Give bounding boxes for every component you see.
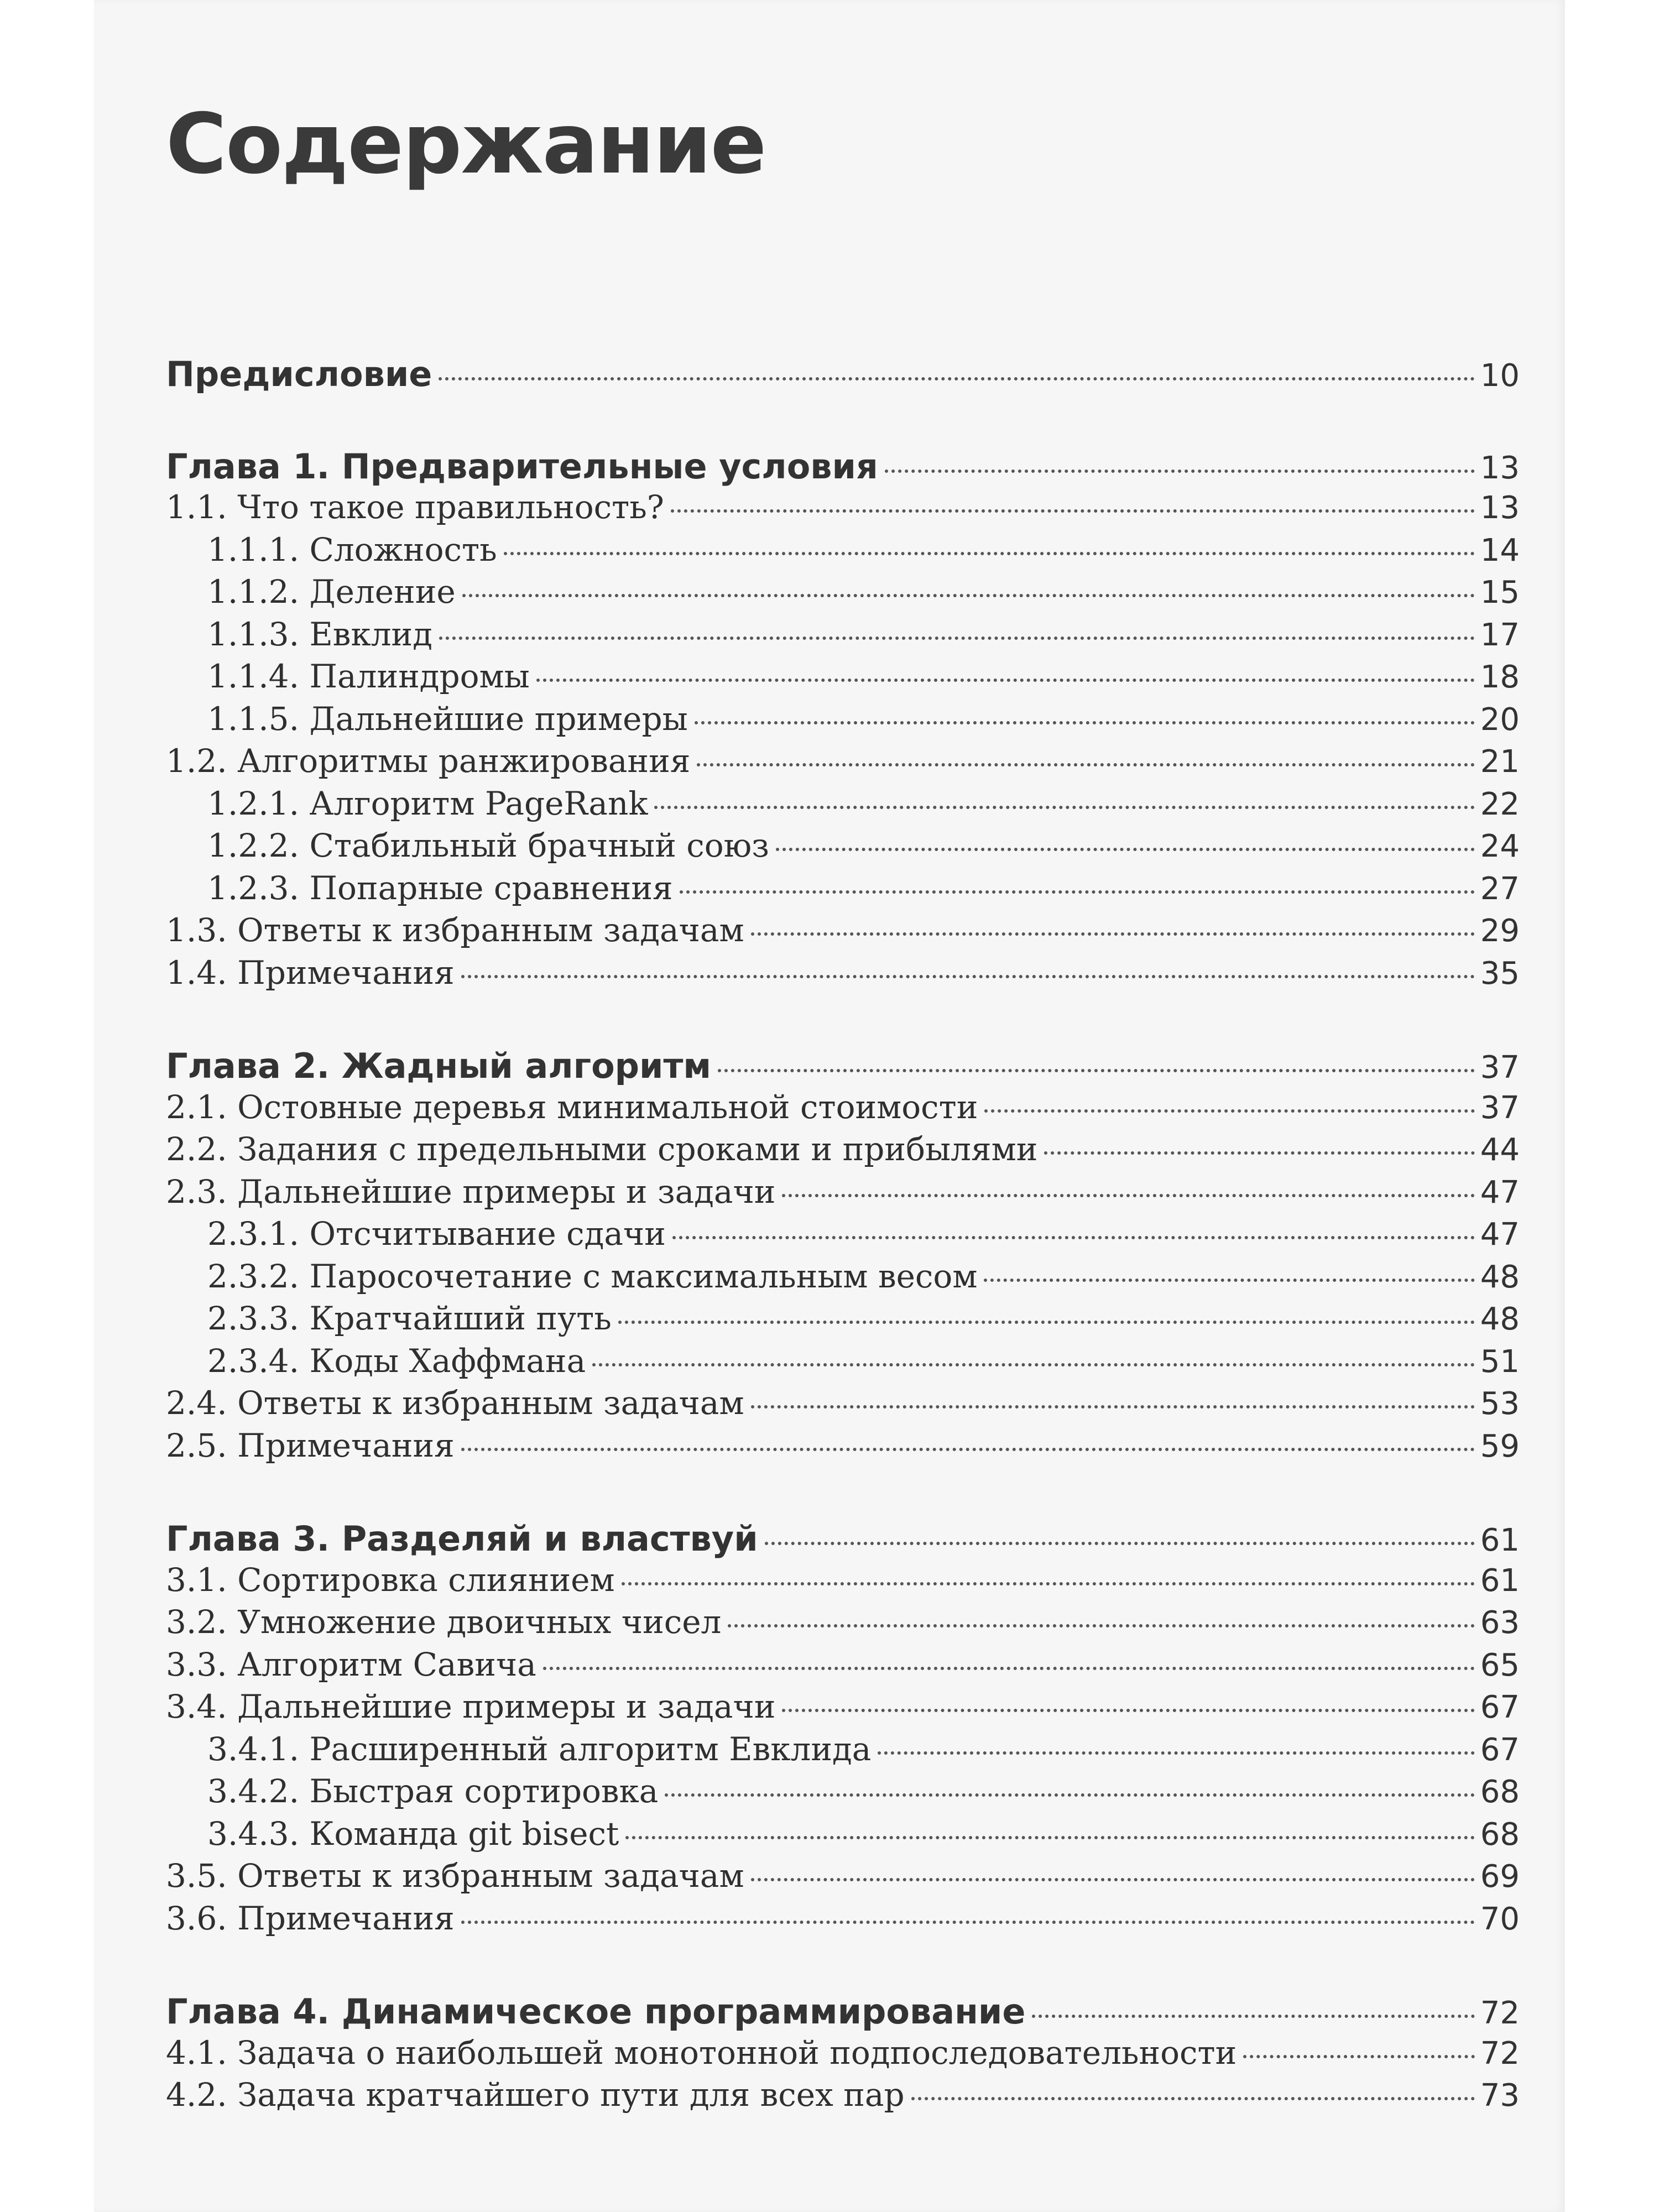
dot-leader	[1243, 2055, 1474, 2058]
toc-entry-page-number: 65	[1480, 1647, 1520, 1683]
toc-entry-label: Глава 2. Жадный алгоритм	[166, 1046, 712, 1086]
toc-section-entry	[166, 2076, 1520, 2119]
toc-entry-page-number: 13	[1480, 490, 1520, 526]
toc-subsection-entry	[166, 1300, 1520, 1342]
toc-entry-page-number: 44	[1480, 1132, 1520, 1168]
toc-entry-label: 3.4.1. Расширенный алгоритм Евклида	[207, 1730, 872, 1768]
toc-entry-label: Глава 1. Предварительные условия	[166, 446, 878, 487]
dot-leader	[878, 1751, 1474, 1755]
toc-entry-page-number: 51	[1480, 1343, 1520, 1380]
toc-subsection-entry	[166, 615, 1520, 658]
toc-entry-label: 3.4. Дальнейшие примеры и задачи	[166, 1688, 776, 1725]
toc-entry-label: 3.4.3. Команда git bisect	[207, 1814, 619, 1853]
dot-leader	[984, 1279, 1474, 1282]
dot-leader	[718, 1069, 1475, 1072]
toc-section-entry	[166, 2034, 1520, 2077]
dot-leader	[672, 1236, 1475, 1239]
toc-entry-page-number: 37	[1480, 1089, 1520, 1126]
toc-subsection-entry	[166, 531, 1520, 573]
toc-subsection-entry	[166, 1215, 1520, 1258]
toc-subsection-entry	[166, 1815, 1520, 1858]
toc-entry-label: 1.4. Примечания	[166, 953, 455, 992]
toc-entry-label: Глава 4. Динамическое программирование	[166, 1991, 1026, 2032]
toc-entry-page-number: 59	[1480, 1428, 1520, 1464]
toc-entry-label: 1.2.2. Стабильный брачный союз	[207, 827, 769, 864]
page-title: Содержание	[166, 96, 766, 192]
dot-leader	[439, 377, 1474, 380]
toc-entry-page-number: 70	[1480, 1901, 1520, 1937]
toc-entry-page-number: 27	[1480, 870, 1520, 907]
toc-section-entry	[166, 954, 1520, 997]
toc-subsection-entry	[166, 658, 1520, 700]
toc-subsection-entry	[166, 1772, 1520, 1815]
dot-leader	[751, 932, 1475, 936]
toc-entry-page-number: 53	[1480, 1386, 1520, 1422]
toc-entry-page-number: 68	[1480, 1816, 1520, 1853]
toc-section-entry	[166, 1384, 1520, 1427]
toc-entry-page-number: 72	[1480, 2035, 1520, 2072]
toc-subsection-entry	[166, 827, 1520, 869]
toc-section-entry	[166, 911, 1520, 954]
toc-entry-label: 2.1. Остовные деревья минимальной стоимости	[166, 1088, 978, 1126]
toc-chapter-entry	[166, 1991, 1520, 2034]
toc-entry-page-number: 18	[1480, 659, 1520, 695]
dot-leader	[536, 679, 1475, 682]
dot-leader	[654, 806, 1474, 809]
toc-entry-label: 3.3. Алгоритм Савича	[166, 1645, 536, 1683]
dot-leader	[622, 1582, 1475, 1585]
toc-entry-label: 3.1. Сортировка слиянием	[166, 1561, 615, 1599]
toc-entry-page-number: 24	[1480, 828, 1520, 864]
dot-leader	[543, 1667, 1475, 1670]
toc-section-entry	[166, 1688, 1520, 1730]
toc-section-entry	[166, 1088, 1520, 1131]
dot-leader	[728, 1624, 1474, 1627]
toc-entry-label: 1.1.2. Деление	[207, 573, 456, 611]
toc-entry-page-number: 48	[1480, 1259, 1520, 1295]
toc-entry-page-number: 37	[1480, 1050, 1520, 1086]
table-of-contents	[166, 354, 1520, 2119]
toc-subsection-entry	[166, 1730, 1520, 1773]
toc-entry-label: Предисловие	[166, 354, 432, 394]
toc-entry-label: 1.1.5. Дальнейшие примеры	[207, 700, 688, 738]
toc-section-entry	[166, 1857, 1520, 1900]
toc-entry-page-number: 22	[1480, 786, 1520, 822]
dot-leader	[680, 890, 1475, 894]
dot-leader	[697, 763, 1474, 766]
toc-chapter-entry	[166, 446, 1520, 489]
toc-entry-page-number: 73	[1480, 2078, 1520, 2114]
toc-entry-label: 3.2. Умножение двоичных чисел	[166, 1603, 722, 1641]
toc-section-entry	[166, 1603, 1520, 1646]
dot-leader	[618, 1321, 1475, 1324]
toc-subsection-entry	[166, 1258, 1520, 1300]
toc-entry-label: 2.5. Примечания	[166, 1426, 455, 1464]
toc-entry-page-number: 20	[1480, 701, 1520, 738]
toc-entry-page-number: 29	[1480, 913, 1520, 949]
dot-leader	[885, 469, 1475, 473]
dot-leader	[665, 1793, 1474, 1797]
toc-entry-page-number: 67	[1480, 1731, 1520, 1768]
toc-entry-label: 1.1. Что такое правильность?	[166, 488, 664, 526]
toc-section-entry	[166, 1427, 1520, 1469]
toc-entry-page-number: 35	[1480, 955, 1520, 992]
toc-entry-label: 1.2. Алгоритмы ранжирования	[166, 742, 691, 780]
dot-leader	[592, 1363, 1475, 1366]
dot-leader	[765, 1542, 1475, 1545]
dot-leader	[911, 2097, 1475, 2100]
toc-subsection-entry	[166, 573, 1520, 615]
toc-entry-page-number: 47	[1480, 1174, 1520, 1211]
toc-entry-page-number: 47	[1480, 1217, 1520, 1253]
toc-entry-label: 3.5. Ответы к избранным задачам	[166, 1857, 744, 1895]
toc-section-entry	[166, 488, 1520, 531]
toc-entry-page-number: 61	[1480, 1522, 1520, 1558]
toc-entry-page-number: 21	[1480, 744, 1520, 780]
dot-leader	[461, 975, 1475, 978]
toc-entry-label: 2.3.3. Кратчайший путь	[207, 1300, 612, 1337]
toc-entry-label: 4.2. Задача кратчайшего пути для всех пар	[166, 2076, 905, 2114]
toc-entry-label: 4.1. Задача о наибольшей монотонной подпоследовательности	[166, 2033, 1237, 2072]
toc-entry-label: 2.3. Дальнейшие примеры и задачи	[166, 1172, 776, 1211]
toc-entry-page-number: 13	[1480, 450, 1520, 486]
dot-leader	[1032, 2015, 1474, 2018]
toc-entry-label: 2.4. Ответы к избранным задачам	[166, 1384, 744, 1422]
toc-entry-page-number: 67	[1480, 1689, 1520, 1725]
toc-chapter-entry	[166, 1046, 1520, 1088]
toc-section-entry	[166, 1900, 1520, 1942]
toc-subsection-entry	[166, 785, 1520, 827]
dot-leader	[461, 1448, 1475, 1451]
toc-preface-entry	[166, 354, 1520, 397]
dot-leader	[1044, 1151, 1474, 1155]
toc-entry-label: 1.2.3. Попарные сравнения	[207, 869, 673, 907]
dot-leader	[462, 594, 1475, 597]
toc-entry-label: 1.3. Ответы к избранным задачам	[166, 911, 744, 949]
toc-entry-label: 1.1.3. Евклид	[207, 615, 432, 653]
toc-entry-label: 2.3.4. Коды Хаффмана	[207, 1342, 586, 1380]
toc-section-entry	[166, 742, 1520, 785]
toc-entry-label: Глава 3. Разделяй и властвуй	[166, 1519, 758, 1559]
toc-section-entry	[166, 1646, 1520, 1688]
dot-leader	[671, 509, 1475, 513]
toc-entry-page-number: 69	[1480, 1859, 1520, 1895]
dot-leader	[776, 848, 1475, 851]
toc-entry-label: 2.3.2. Паросочетание с максимальным весом	[207, 1257, 978, 1295]
toc-subsection-entry	[166, 1342, 1520, 1385]
toc-entry-label: 2.3.1. Отсчитывание сдачи	[207, 1215, 666, 1253]
toc-entry-page-number: 10	[1480, 358, 1520, 394]
toc-entry-page-number: 17	[1480, 617, 1520, 653]
toc-entry-label: 3.4.2. Быстрая сортировка	[207, 1772, 659, 1810]
dot-leader	[984, 1109, 1474, 1113]
toc-entry-page-number: 48	[1480, 1301, 1520, 1337]
dot-leader	[504, 552, 1475, 555]
toc-entry-page-number: 68	[1480, 1774, 1520, 1810]
toc-entry-label: 2.2. Задания с предельными сроками и прибылями	[166, 1130, 1038, 1168]
toc-entry-page-number: 14	[1480, 532, 1520, 568]
toc-entry-page-number: 15	[1480, 575, 1520, 611]
toc-section-entry	[166, 1130, 1520, 1173]
dot-leader	[782, 1194, 1474, 1197]
dot-leader	[695, 721, 1475, 724]
dot-leader	[751, 1878, 1475, 1881]
dot-leader	[751, 1405, 1475, 1408]
toc-section-entry	[166, 1561, 1520, 1604]
dot-leader	[782, 1709, 1474, 1712]
toc-entry-label: 1.1.4. Палиндромы	[207, 658, 530, 695]
dot-leader	[461, 1921, 1475, 1924]
dot-leader	[625, 1836, 1474, 1839]
toc-subsection-entry	[166, 700, 1520, 743]
toc-entry-page-number: 61	[1480, 1562, 1520, 1599]
dot-leader	[439, 637, 1475, 640]
toc-subsection-entry	[166, 869, 1520, 912]
toc-chapter-entry	[166, 1519, 1520, 1561]
toc-entry-label: 3.6. Примечания	[166, 1899, 455, 1937]
toc-entry-page-number: 72	[1480, 1995, 1520, 2031]
toc-entry-label: 1.2.1. Алгоритм PageRank	[207, 784, 648, 822]
toc-section-entry	[166, 1173, 1520, 1215]
toc-entry-label: 1.1.1. Сложность	[207, 530, 497, 568]
toc-entry-page-number: 63	[1480, 1605, 1520, 1641]
